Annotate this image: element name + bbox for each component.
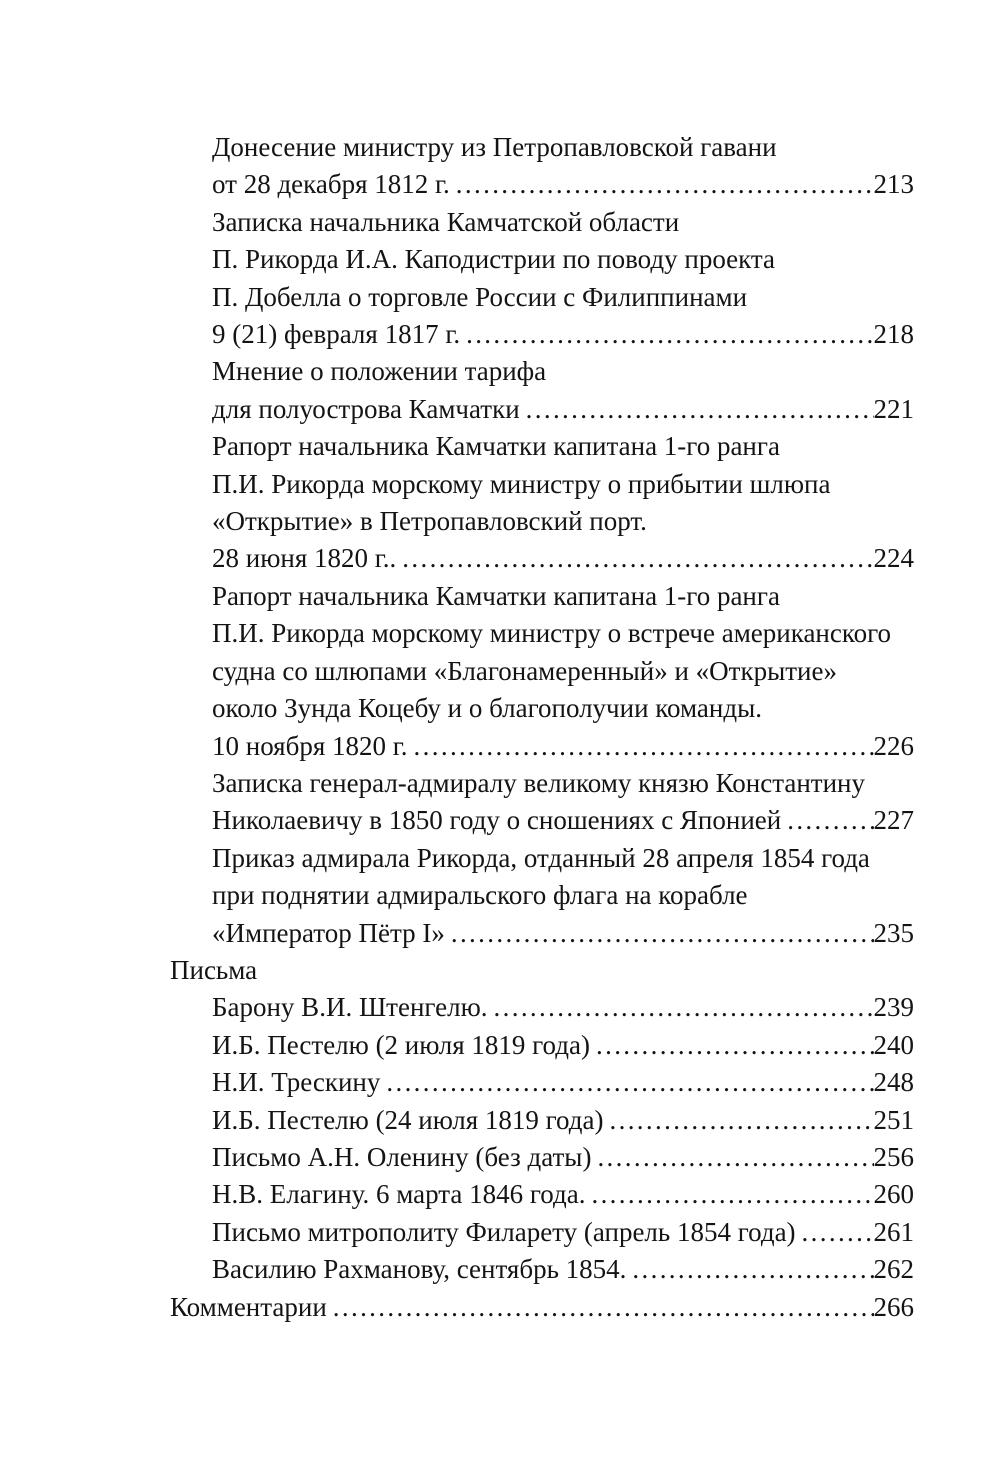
toc-entry-line: Рапорт начальника Камчатки капитана 1-го ранга — [212, 431, 780, 462]
dot-leader — [590, 1027, 874, 1064]
toc-entry-text: Барону В.И. Штенгелю. — [212, 992, 488, 1023]
toc-entry-final-line — [212, 1027, 914, 1064]
toc-entry — [170, 765, 914, 840]
section-heading — [170, 952, 914, 989]
page-number: 227 — [873, 805, 914, 836]
dot-leader — [396, 540, 873, 577]
page-number: 213 — [873, 169, 914, 200]
toc-entry-final-line — [212, 1139, 914, 1176]
page-number: 221 — [873, 393, 914, 424]
table-of-contents — [170, 129, 914, 1326]
toc-entry-final-line — [212, 316, 914, 353]
toc-entry — [170, 1214, 914, 1251]
toc-entry-line: около Зунда Коцебу и о благополучии команды. — [212, 693, 762, 724]
toc-entry-text: Письмо митрополиту Филарету (апрель 1854 года) — [212, 1216, 796, 1247]
page-number: 248 — [873, 1067, 914, 1098]
toc-entry-text: И.Б. Пестелю (2 июля 1819 года) — [212, 1029, 590, 1060]
dot-leader — [604, 1102, 874, 1139]
toc-entry-line: П. Добелла о торговле России с Филиппинами — [212, 281, 748, 312]
page-number: 261 — [873, 1216, 914, 1247]
toc-entry-final-line — [212, 391, 914, 428]
page-number: 262 — [873, 1254, 914, 1285]
toc-entry — [170, 1102, 914, 1139]
page-number: 260 — [873, 1179, 914, 1210]
toc-entry-line: П. Рикорда И.А. Каподистрии по поводу проекта — [212, 244, 776, 275]
page-number: 256 — [873, 1141, 914, 1172]
toc-entry — [170, 353, 914, 428]
toc-entry-text: 10 ноября 1820 г. — [212, 730, 408, 761]
toc-entry-text: для полуострова Камчатки — [212, 393, 520, 424]
toc-entry-line: П.И. Рикорда морскому министру о встрече американского — [212, 618, 892, 649]
page-number: 240 — [873, 1029, 914, 1060]
comments-heading: Комментарии — [170, 1291, 327, 1322]
page-number: 266 — [873, 1291, 914, 1322]
toc-entry — [170, 578, 914, 765]
toc-entry-line: «Открытие» в Петропавловский порт. — [212, 506, 647, 537]
toc-entry — [170, 989, 914, 1026]
dot-leader — [445, 915, 874, 952]
toc-entry — [170, 1027, 914, 1064]
dot-leader — [520, 391, 874, 428]
dot-leader — [626, 1251, 873, 1288]
toc-entry-final-line — [212, 1102, 914, 1139]
toc-entry-text: от 28 декабря 1812 г. — [212, 169, 450, 200]
page-number: 235 — [873, 917, 914, 948]
toc-entry — [170, 840, 914, 952]
toc-entry — [170, 1064, 914, 1101]
dot-leader — [591, 1139, 873, 1176]
toc-entry-line: Рапорт начальника Камчатки капитана 1-го ранга — [212, 580, 780, 611]
toc-entry-line: судна со шлюпами «Благонамеренный» и «Открытие» — [212, 655, 837, 686]
toc-entry — [170, 1289, 914, 1326]
page-number: 218 — [873, 319, 914, 350]
toc-entry-line: П.И. Рикорда морскому министру о прибытии шлюпа — [212, 468, 831, 499]
toc-entry-final-line — [212, 1064, 914, 1101]
toc-entry-line: Записка начальника Камчатской области — [212, 206, 680, 237]
dot-leader — [488, 989, 874, 1026]
toc-entry — [170, 1251, 914, 1288]
toc-entry-line: при поднятии адмиральского флага на корабле — [212, 880, 748, 911]
dot-leader — [380, 1064, 873, 1101]
toc-entry-text: И.Б. Пестелю (24 июля 1819 года) — [212, 1104, 604, 1135]
letters-heading: Письма — [170, 954, 258, 985]
toc-entry-final-line — [170, 1289, 914, 1326]
page-number: 251 — [873, 1104, 914, 1135]
toc-entry-text: Николаевичу в 1850 году о сношениях с Японией — [212, 805, 782, 836]
dot-leader — [460, 316, 873, 353]
toc-entry-final-line — [212, 915, 914, 952]
toc-entry — [170, 428, 914, 578]
toc-entry-text: 28 июня 1820 г.. — [212, 543, 397, 574]
toc-entry-text: Н.И. Трескину — [212, 1067, 381, 1098]
toc-entry-text: Василию Рахманову, сентябрь 1854. — [212, 1254, 627, 1285]
dot-leader — [450, 166, 874, 203]
toc-entry — [170, 129, 914, 204]
toc-entry-final-line — [212, 728, 914, 765]
toc-entry-text: Н.В. Елагину. 6 марта 1846 года. — [212, 1179, 586, 1210]
toc-entry-final-line — [212, 1251, 914, 1288]
toc-entry — [170, 204, 914, 354]
toc-entry-final-line — [212, 1214, 914, 1251]
dot-leader — [585, 1176, 873, 1213]
toc-entry-final-line — [212, 989, 914, 1026]
dot-leader — [781, 802, 873, 839]
dot-leader — [796, 1214, 874, 1251]
toc-entry-final-line — [212, 166, 914, 203]
toc-entry-line: Донесение министру из Петропавловской гавани — [212, 132, 777, 162]
toc-entry-line: Записка генерал-адмиралу великому князю Константину — [212, 767, 865, 798]
toc-entry — [170, 1176, 914, 1213]
toc-entry — [170, 1139, 914, 1176]
toc-entry-text: 9 (21) февраля 1817 г. — [212, 319, 461, 350]
toc-entry-final-line — [212, 540, 914, 577]
toc-entry-text: Письмо А.Н. Оленину (без даты) — [212, 1141, 592, 1172]
toc-entry-line: Мнение о положении тарифа — [212, 356, 547, 387]
toc-entry-final-line — [212, 802, 914, 839]
toc-entry-text: «Император Пётр I» — [212, 917, 445, 948]
toc-entry-final-line — [212, 1176, 914, 1213]
page-number: 239 — [873, 992, 914, 1023]
page-number: 224 — [873, 543, 914, 574]
page-number: 226 — [873, 730, 914, 761]
dot-leader — [408, 728, 874, 765]
dot-leader — [327, 1289, 874, 1326]
toc-entry-line: Приказ адмирала Рикорда, отданный 28 апреля 1854 года — [212, 842, 870, 873]
